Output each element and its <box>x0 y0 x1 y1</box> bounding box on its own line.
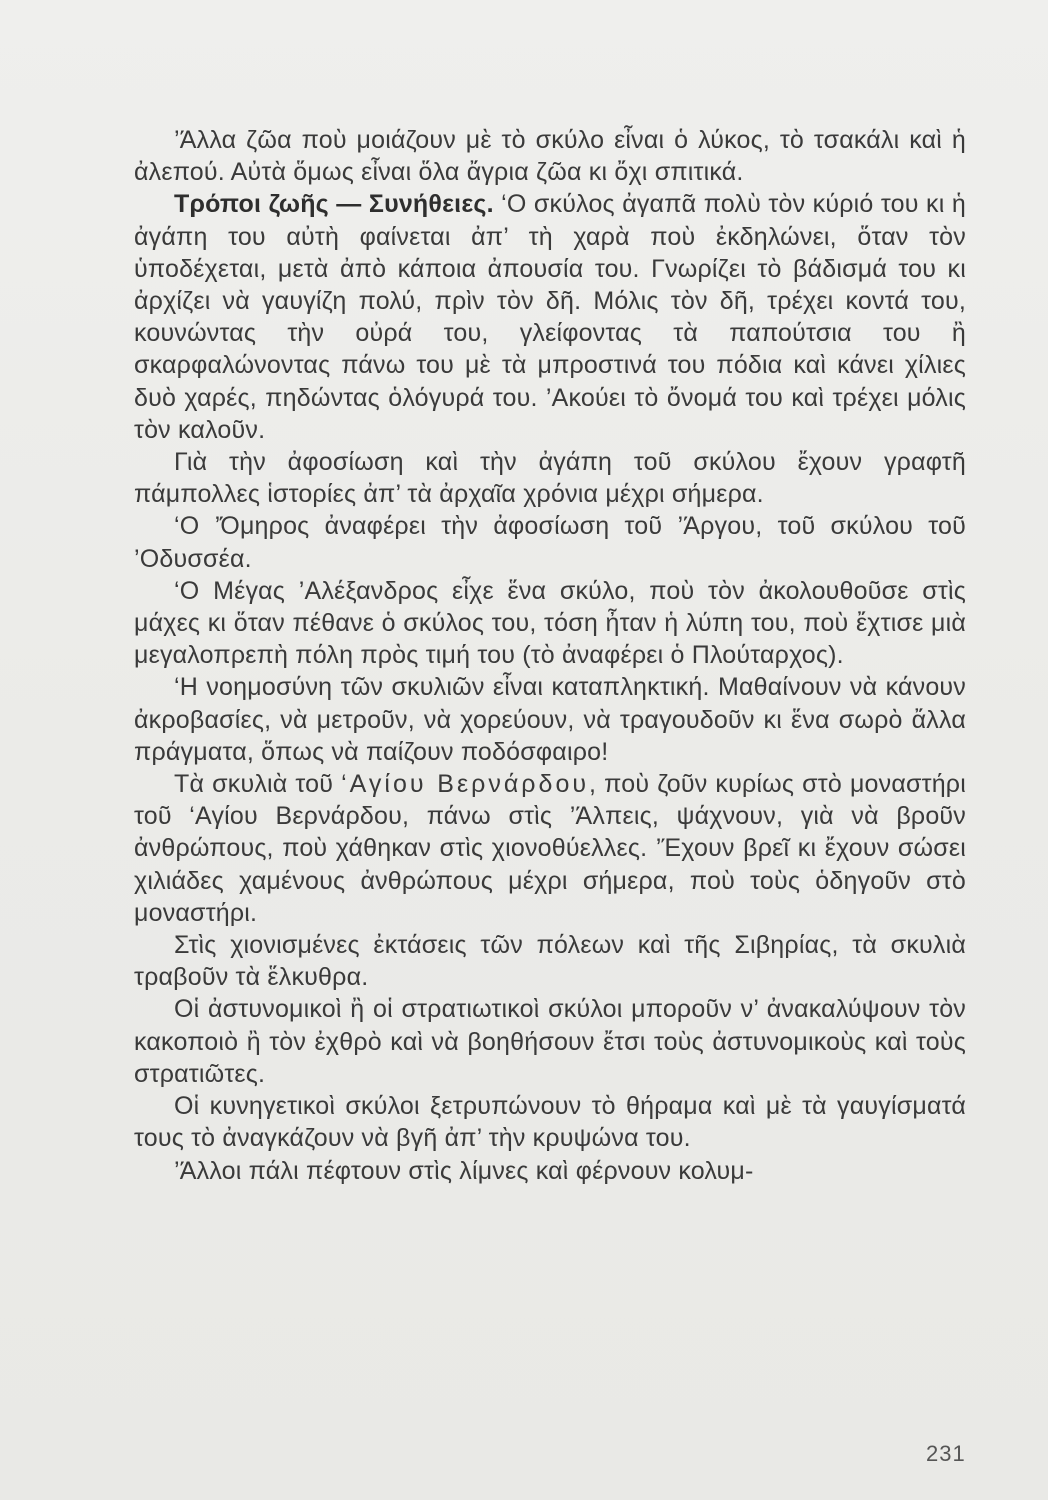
body-text <box>134 124 966 1187</box>
paragraph-text: ‘Ο Μέγας ’Αλέξανδρος εἶχε ἕνα σκύλο, ποὺ τὸν ἀκολουθοῦσε στὶς μάχες κι ὅταν πέθανε ὁ σκύλος του, τόση ἦταν ἡ λύπη του, ποὺ ἔχτισε μιὰ μεγαλοπρεπὴ πόλη πρὸς τιμή του (τὸ ἀναφέρει ὁ Πλούταρχος). <box>134 576 966 670</box>
paragraph-text: ‘Η νοημοσύνη τῶν σκυλιῶν εἶναι καταπληκτική. Μαθαίνουν νὰ κάνουν ἀκροβασίες, νὰ μετροῦν, νὰ χορεύουν, νὰ τραγουδοῦν κι ἕνα σωρὸ ἄλλα πράγματα, ὅπως νὰ παίζουν ποδόσφαιρο! <box>134 673 966 766</box>
paragraph-text: ’Άλλα ζῶα ποὺ μοιάζουν μὲ τὸ σκύλο εἶναι ὁ λύκος, τὸ τσακάλι καὶ ἡ ἀλεπού. Αὐτὰ ὅμως εἶναι ὅλα ἄγρια ζῶα κι ὄχι σπιτικά. <box>134 126 966 187</box>
paragraph-swimming-dogs <box>134 1155 966 1187</box>
paragraph-text: ‘Ο ’Όμηρος ἀναφέρει τὴν ἀφοσίωση τοῦ ’Άργου, τοῦ σκύλου τοῦ ’Οδυσσέα. <box>134 512 966 573</box>
paragraph-homer-argos <box>134 510 966 574</box>
page-number: 231 <box>926 1441 966 1466</box>
paragraph-other-animals <box>134 124 966 188</box>
paragraph-alexander <box>134 575 966 672</box>
paragraph-hunting-dogs <box>134 1090 966 1154</box>
paragraph-text: Τὰ σκυλιὰ τοῦ <box>174 770 342 799</box>
paragraph-text: Στὶς χιονισμένες ἐκτάσεις τῶν πόλεων καὶ τῆς Σιβηρίας, τὰ σκυλιὰ τραβοῦν τὰ ἕλκυθρα. <box>134 931 966 992</box>
paragraph-intelligence <box>134 671 966 768</box>
paragraph-text: , ποὺ ζοῦν κυρίως στὸ μοναστήρι τοῦ ‘Αγίου Βερνάρδου, πάνω στὶς ’Άλπεις, ψάχνουν, γιὰ νὰ βροῦν ἀνθρώπους, ποὺ χάθηκαν στὶς χιονοθύελλες. ’Έχουν βρεῖ κι ἔχουν σώσει χιλιάδες χαμένους ἀνθρώπους μέχρι σήμερα, ποὺ τοὺς ὁδηγοῦν στὸ μοναστήρι. <box>134 770 966 927</box>
spaced-term: ‘Αγίου Βερνάρδου <box>341 770 590 799</box>
paragraph-devotion-stories <box>134 446 966 510</box>
paragraph-sleds <box>134 929 966 993</box>
paragraph-police-dogs <box>134 993 966 1090</box>
paragraph-text: Οἱ κυνηγετικοὶ σκύλοι ξετρυπώνουν τὸ θήραμα καὶ μὲ τὰ γαυγίσματά τους τὸ ἀναγκάζουν νὰ βγῆ ἀπ’ τὴν κρυψώνα του. <box>134 1092 966 1153</box>
paragraph-text: Οἱ ἀστυνομικοὶ ἢ οἱ στρατιωτικοὶ σκύλοι μποροῦν ν’ ἀνακαλύψουν τὸν κακοποιὸ ἢ τὸν ἐχθρὸ καὶ νὰ βοηθήσουν ἔτσι τοὺς ἀστυνομικοὺς καὶ τοὺς στρατιῶτες. <box>134 995 966 1088</box>
section-heading: Τρόποι ζωῆς — Συνήθειες. <box>174 190 494 219</box>
paragraph-saint-bernard <box>134 768 966 929</box>
paragraph-way-of-life <box>134 188 966 446</box>
paragraph-text: ‘Ο σκύλος ἀγαπᾶ πολὺ τὸν κύριό του κι ἡ ἀγάπη του αὐτὴ φαίνεται ἀπ’ τὴ χαρὰ ποὺ ἐκδηλώνει, ὅταν τὸν ὑποδέχεται, μετὰ ἀπὸ κάποια ἀπουσία του. Γνωρίζει τὸ βάδισμά του κι ἀρχίζει νὰ γαυγίζη πολύ, πρὶν τὸν δῆ. Μόλις τὸν δῆ, τρέχει κοντά του, κουνώντας τὴν οὐρά του, γλείφοντας τὰ παπούτσια του ἢ σκαρφαλώνοντας πάνω του μὲ τὰ μπροστινά του πόδια καὶ κάνει χίλιες δυὸ χαρές, πηδώντας ὁλόγυρά του. ’Ακούει τὸ ὄνομά του καὶ τρέχει μόλις τὸν καλοῦν. <box>134 190 966 444</box>
paragraph-text: Γιὰ τὴν ἀφοσίωση καὶ τὴν ἀγάπη τοῦ σκύλου ἔχουν γραφτῆ πάμπολλες ἱστορίες ἀπ’ τὰ ἀρχαῖα χρόνια μέχρι σήμερα. <box>134 448 966 509</box>
paragraph-text: ’Άλλοι πάλι πέφτουν στὶς λίμνες καὶ φέρνουν κολυμ- <box>174 1156 754 1185</box>
